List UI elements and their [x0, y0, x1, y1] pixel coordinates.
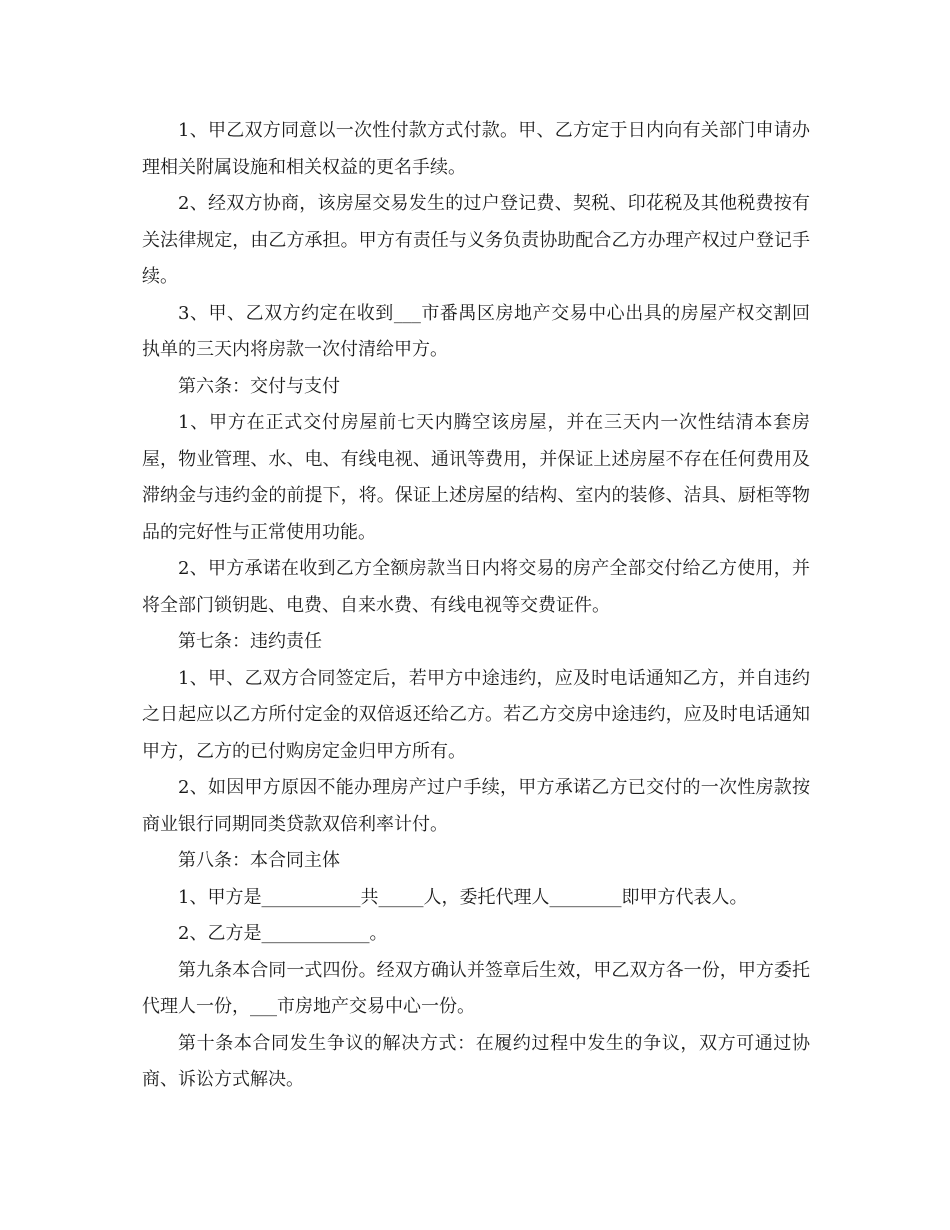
paragraph-payment-timing: 3、甲、乙双方约定在收到___市番禺区房地产交易中心出具的房屋产权交割回执单的三天内将房款一次付清给甲方。 — [142, 302, 810, 360]
paragraph-handover: 2、甲方承诺在收到乙方全额房款当日内将交易的房产全部交付给乙方使用，并将全部门锁钥匙、电费、自来水费、有线电视等交费证件。 — [142, 558, 810, 616]
paragraph-party-a: 1、甲方是___________共_____人，委托代理人________即甲方代表人。 — [178, 886, 748, 908]
article-heading-breach: 第七条：违约责任 — [178, 631, 322, 652]
article-heading-delivery: 第六条：交付与支付 — [178, 375, 340, 397]
paragraph-copies: 第九条本合同一式四份。经双方确认并签章后生效，甲乙双方各一份，甲方委托代理人一份，___市房地产交易中心一份。 — [142, 959, 810, 1017]
paragraph-breach-transfer: 2、如因甲方原因不能办理房产过户手续，甲方承诺乙方已交付的一次性房款按商业银行同期同类贷款双倍利率计付。 — [142, 777, 810, 835]
paragraph-taxes-fees: 2、经双方协商，该房屋交易发生的过户登记费、契税、印花税及其他税费按有关法律规定，由乙方承担。甲方有责任与义务负责协助配合乙方办理产权过户登记手续。 — [142, 193, 810, 287]
paragraph-breach-deposit: 1、甲、乙双方合同签定后，若甲方中途违约，应及时电话通知乙方，并自违约之日起应以乙方所付定金的双倍返还给乙方。若乙方交房中途违约，应及时电话通知甲方，乙方的已付购房定金归甲方所有。 — [142, 667, 810, 762]
article-heading-parties: 第八条：本合同主体 — [178, 850, 340, 871]
document-body — [142, 113, 810, 1099]
paragraph-payment-method: 1、甲乙双方同意以一次性付款方式付款。甲、乙方定于日内向有关部门申请办理相关附属设施和相关权益的更名手续。 — [142, 120, 810, 178]
paragraph-dispute: 第十条本合同发生争议的解决方式：在履约过程中发生的争议，双方可通过协商、诉讼方式解决。 — [142, 1032, 810, 1090]
paragraph-party-b: 2、乙方是____________。 — [178, 923, 388, 944]
paragraph-vacate-house: 1、甲方在正式交付房屋前七天内腾空该房屋，并在三天内一次性结清本套房屋，物业管理、水、电、有线电视、通讯等费用，并保证上述房屋不存在任何费用及滞纳金与违约金的前提下，将。保证上述房屋的结构、室内的装修、洁具、厨柜等物品的完好性与正常使用功能。 — [142, 412, 810, 543]
